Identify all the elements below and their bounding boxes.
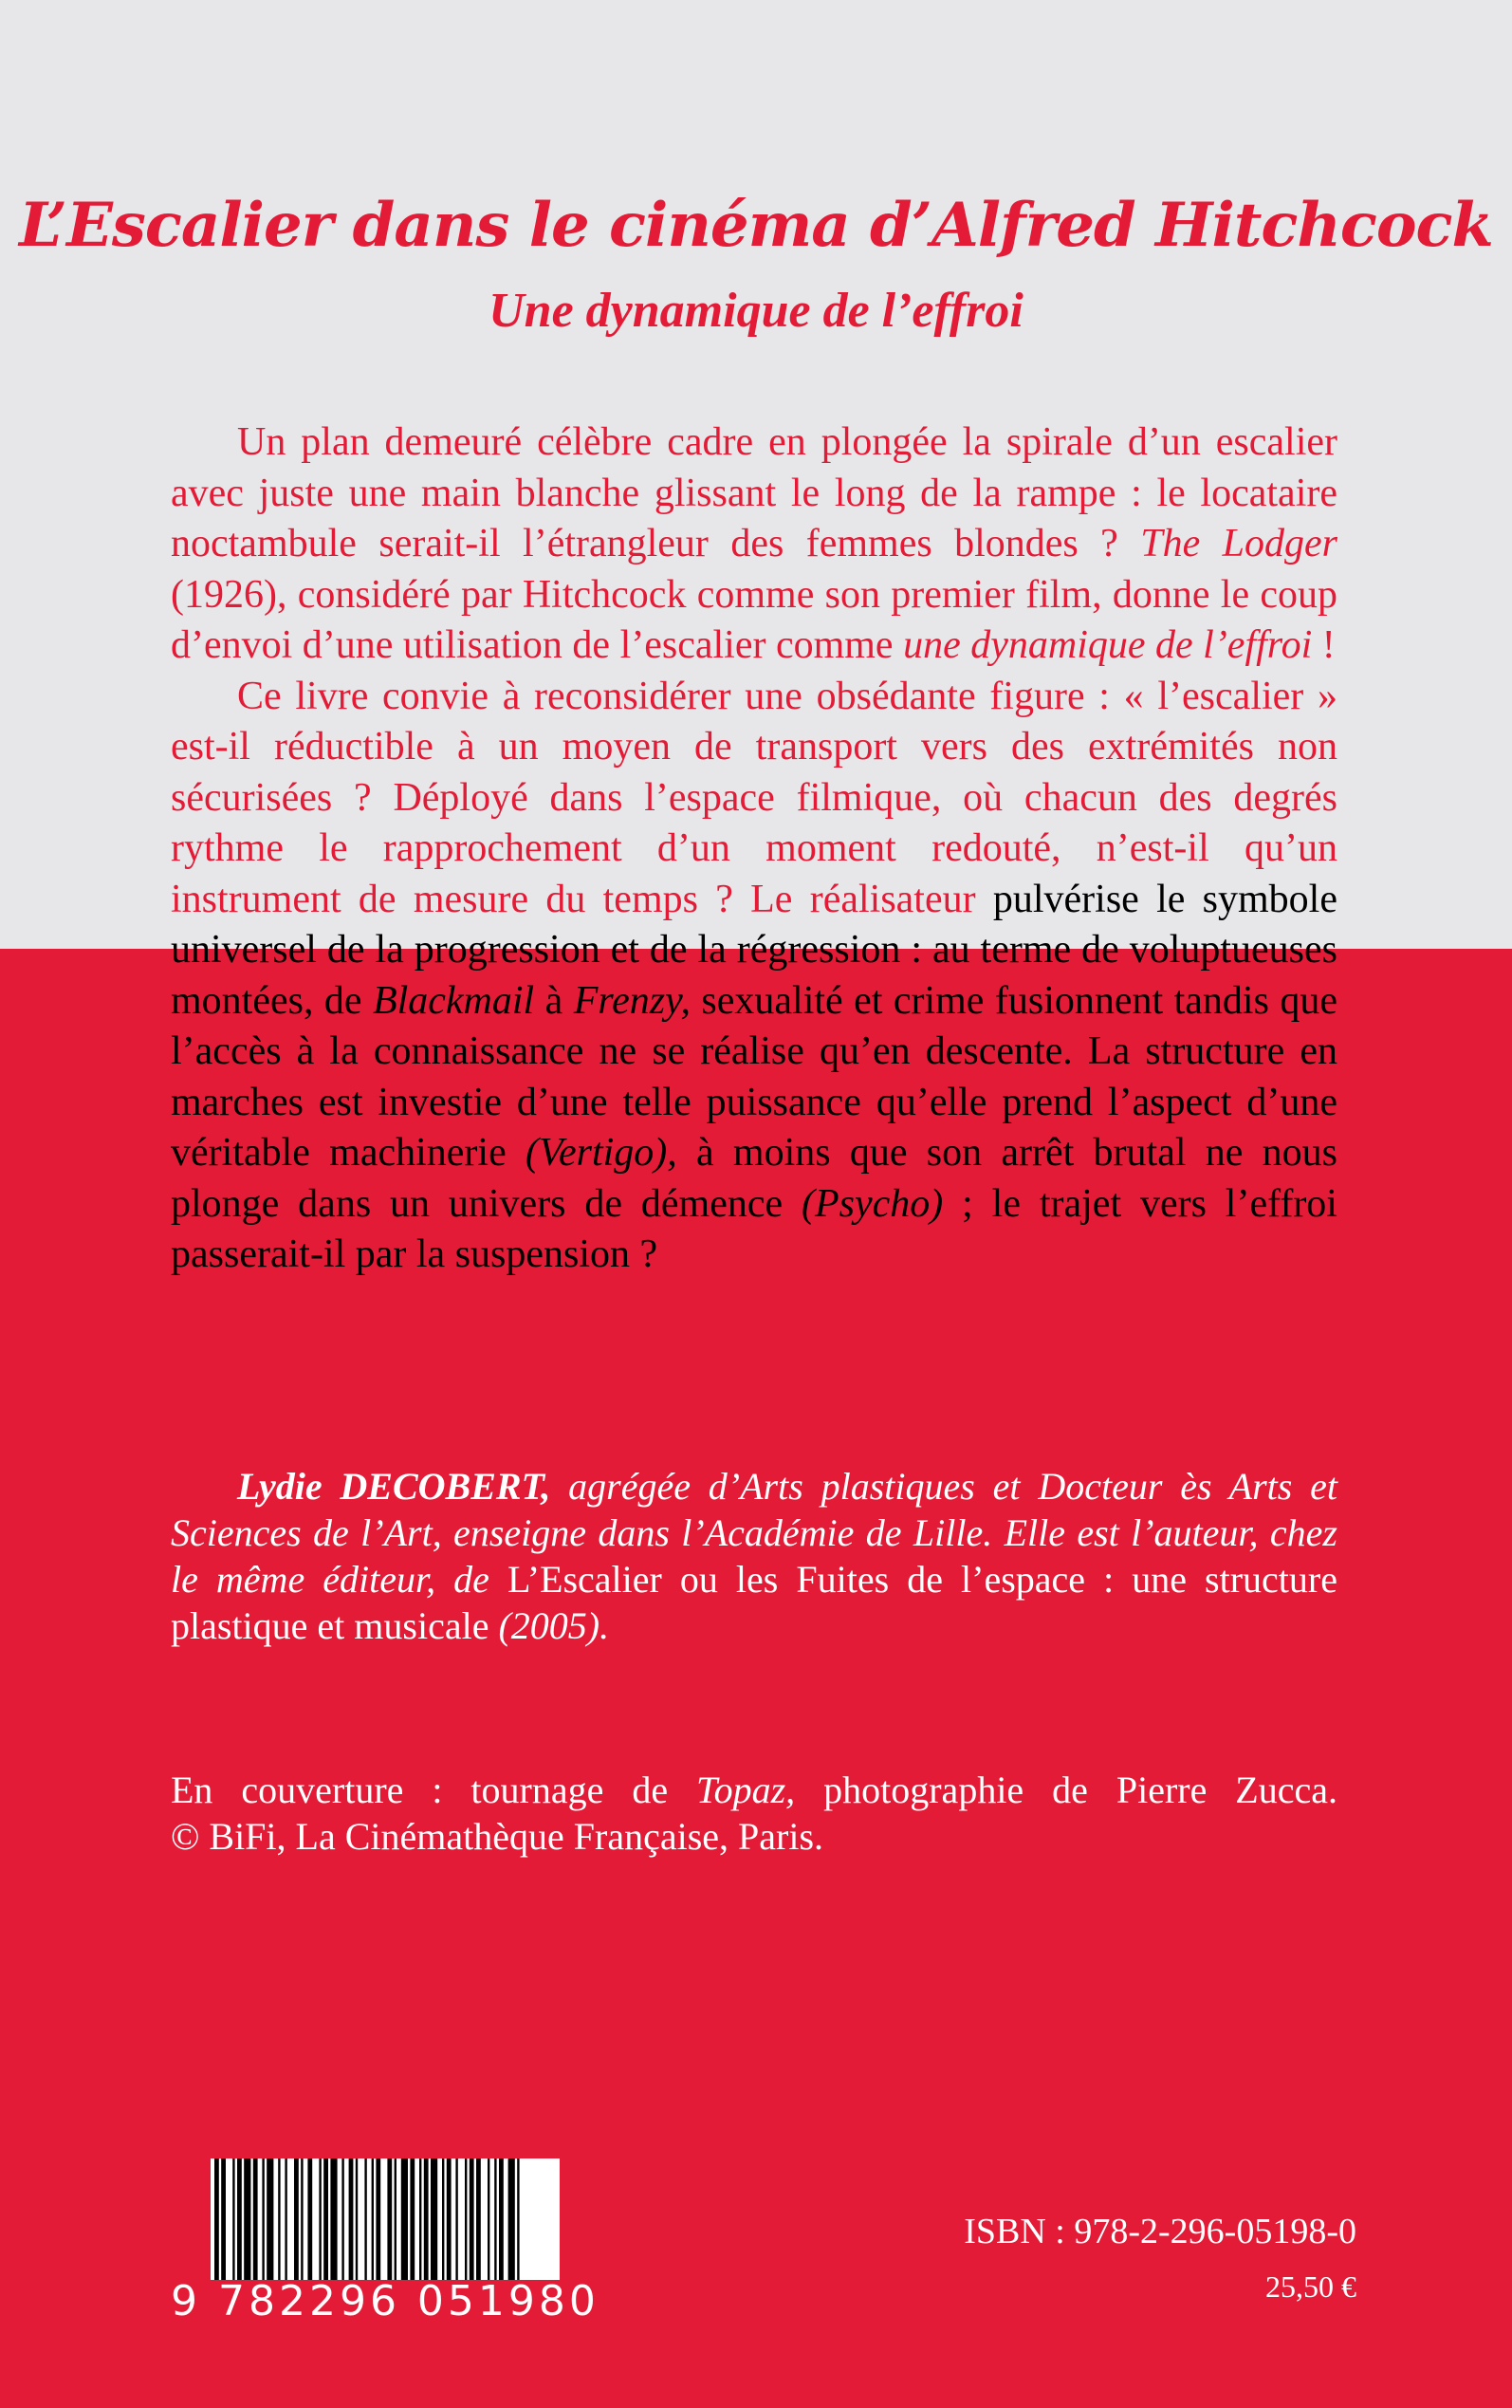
barcode-bar <box>307 2158 312 2280</box>
book-title: L’Escalier dans le cinéma d’Alfred Hitchcock <box>19 190 1493 261</box>
barcode-bar <box>253 2158 258 2280</box>
barcode-bar <box>221 2158 226 2280</box>
barcode-bar <box>499 2158 504 2280</box>
barcode-bar <box>278 2158 280 2280</box>
barcode-bar <box>237 2158 242 2280</box>
barcode-bar <box>508 2158 515 2280</box>
barcode-bar <box>214 2158 219 2280</box>
blurb-text: Ce livre convie à reconsidérer une obsédante figure : « l’escalier » est-il réductible à un moyen de transport vers des extrémités non sécurisées ? Déployé dans l’espace filmique, où chacun des degrés rythme le rapprochement d’un moment redouté, n’est-il qu’un instrument de mesure du temps ? Le réalisateur <box>171 674 1337 921</box>
author-bio <box>171 1463 1337 1649</box>
blurb <box>171 417 1337 1281</box>
barcode-bar <box>442 2158 444 2280</box>
blurb-text: à <box>534 978 574 1023</box>
previous-book-title: L’Escalier ou les Fuites de l’espace : une structure plastique et musicale <box>171 1558 1337 1647</box>
blurb-text: à moins que son arrêt brutal ne nous plonge dans un univers de démence <box>171 1131 1337 1226</box>
blurb-text: (1926), considéré par Hitchcock comme son premier film, donne le coup d’envoi d’une utilisation de l’escalier comme <box>171 572 1337 667</box>
blurb-text: ; le trajet vers l’effroi passerait-il par la suspension ? <box>171 1181 1337 1276</box>
film-title: Frenzy, <box>573 978 691 1023</box>
blurb-text: ! <box>1312 623 1336 667</box>
barcode-bar <box>356 2158 358 2280</box>
barcode-bar <box>488 2158 489 2280</box>
barcode-bar <box>494 2158 496 2280</box>
barcode-bar <box>431 2158 437 2280</box>
barcode-bar <box>517 2158 519 2280</box>
book-subtitle: Une dynamique de l’effroi <box>489 284 1023 338</box>
bio-text: agrégée d’Arts plastiques et Docteur ès Arts et Sciences de l’Art, enseigne dans l’Académie de Lille. Elle est l’auteur, chez le même éditeur, de <box>171 1465 1337 1601</box>
credit-text: En couverture : tournage de <box>171 1769 697 1811</box>
isbn-number: ISBN : 978-2-296-05198-0 <box>964 2212 1356 2251</box>
blurb-paragraph-1 <box>171 417 1337 672</box>
barcode-bar <box>232 2158 234 2280</box>
barcode-bar <box>294 2158 299 2280</box>
cover-credits <box>171 1767 1337 1860</box>
barcode-bar <box>349 2158 354 2280</box>
blurb-text: Un plan demeuré célèbre cadre en plongée la spirale d’un escalier avec juste une main blanche glissant le long de la rampe : le locataire noctambule serait-il l’étrangleur des femmes blondes ? <box>171 420 1337 565</box>
blurb-text: sexualité et crime fusionnent tandis que l’accès à la connaissance ne se réalise qu’en descente. La structure en marches est investie d’une telle puissance qu’elle prend l’aspect d’une véritable machinerie <box>171 978 1337 1175</box>
blurb-paragraph-2 <box>171 672 1337 1281</box>
barcode-bar <box>410 2158 415 2280</box>
barcode <box>211 2158 560 2280</box>
barcode-bar <box>341 2158 343 2280</box>
bio-text: (2005). <box>489 1604 610 1647</box>
barcode-bar <box>330 2158 337 2280</box>
film-title: (Vertigo), <box>525 1131 677 1175</box>
barcode-bar <box>319 2158 321 2280</box>
barcode-bar <box>419 2158 421 2280</box>
barcode-bar <box>465 2158 467 2280</box>
author-name: Lydie DECOBERT, <box>237 1465 551 1508</box>
barcode-bar <box>372 2158 374 2280</box>
barcode-bar <box>301 2158 303 2280</box>
barcode-bar <box>447 2158 452 2280</box>
barcode-bar <box>244 2158 250 2280</box>
blurb-text: pulvérise le symbole universel de la progression et de la régression : au terme de voluptueuses montées, de <box>171 877 1337 1023</box>
barcode-bar <box>455 2158 457 2280</box>
barcode-bar <box>267 2158 273 2280</box>
barcode-bar <box>401 2158 408 2280</box>
film-title: Topaz, <box>696 1769 796 1811</box>
barcode-bar <box>364 2158 366 2280</box>
barcode-bars <box>211 2158 560 2280</box>
barcode-bar <box>323 2158 328 2280</box>
film-title: Blackmail <box>372 978 535 1023</box>
film-title: (Psycho) <box>802 1181 944 1226</box>
barcode-bar <box>424 2158 429 2280</box>
barcode-number: 9 782296 051980 <box>171 2277 599 2325</box>
barcode-bar <box>262 2158 264 2280</box>
barcode-bar <box>395 2158 396 2280</box>
photo-credit <box>171 1767 1337 1813</box>
barcode-bar <box>376 2158 380 2280</box>
barcode-bar <box>387 2158 392 2280</box>
emphasis-text: une dynamique de l’effroi <box>903 623 1313 667</box>
barcode-bar <box>470 2158 474 2280</box>
film-title: The Lodger <box>1140 522 1337 565</box>
barcode-bar <box>285 2158 286 2280</box>
blurb-dark-part <box>171 878 1337 1277</box>
credit-text: photographie de Pierre Zucca. <box>795 1769 1337 1811</box>
barcode-bar <box>476 2158 481 2280</box>
author-bio-paragraph <box>171 1463 1337 1649</box>
copyright-line: © BiFi, La Cinémathèque Française, Paris. <box>171 1815 824 1858</box>
price: 25,50 € <box>1265 2269 1356 2304</box>
